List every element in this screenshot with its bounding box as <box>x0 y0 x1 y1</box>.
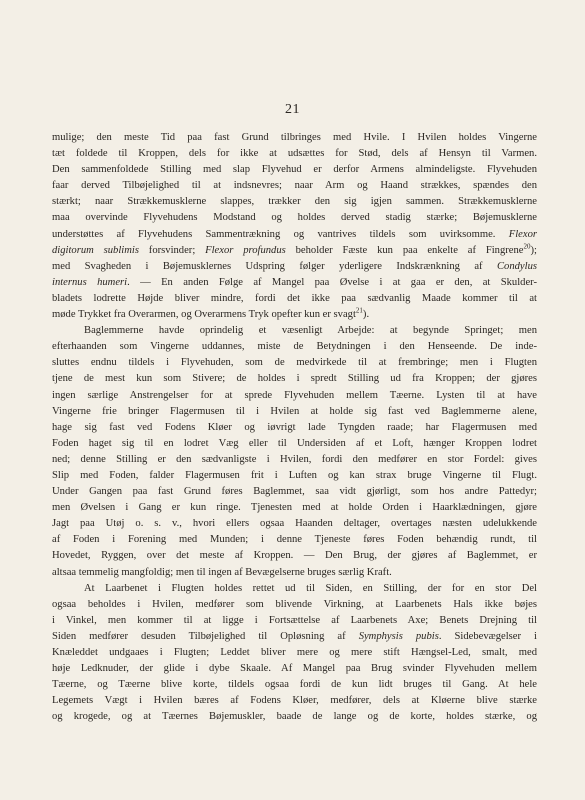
text-line <box>52 404 537 420</box>
text-run: ); <box>530 244 537 256</box>
text-line <box>52 645 537 661</box>
italic-term: Flexor profundus <box>205 244 286 256</box>
text-line <box>52 677 537 693</box>
page-number: 21 <box>285 102 300 117</box>
text-line <box>52 146 537 162</box>
text-line <box>52 162 537 178</box>
text-run: i Vinkel, men kommer til at ligge i Fortsættelse af Laarbenets Axe; Benets Drejning til <box>52 614 537 626</box>
text-run: Under Gangen paa fast Grund føres Baglemmet, saa vidt gjørligt, som hos andre Pattedyr; <box>52 486 537 498</box>
text-run: mulige; den meste Tid paa fast Grund tilbringes med Hvile. I Hvilen holdes Vingerne <box>52 132 537 143</box>
text-line <box>52 581 537 597</box>
text-line <box>52 194 537 210</box>
text-line <box>52 468 537 484</box>
text-line <box>52 275 537 291</box>
text-line <box>52 371 537 387</box>
text-run: efterhaanden som Vingerne uddannes, miste de Betydningen i den Henseende. De inde- <box>52 341 537 353</box>
text-run: forsvinder; <box>138 244 206 256</box>
paragraph <box>52 323 537 581</box>
text-line <box>52 709 537 725</box>
italic-term: digitorum sublimis <box>52 244 139 256</box>
text-line <box>52 661 537 677</box>
text-run: Legemets Vægt i Hvilen bæres af Fodens Kløer, medfører, dels at Kløerne blive stærke <box>52 695 537 707</box>
italic-term: internus humeri <box>52 276 128 288</box>
text-line <box>52 613 537 629</box>
text-line <box>52 516 537 532</box>
text-run: stærkt; naar Strækkemusklerne slappes, trækker den sig igjen sammen. Strækkemusklerne <box>52 196 537 208</box>
text-run: beholder Fæste kun paa enkelte af Fingrene <box>285 244 524 256</box>
text-line <box>52 597 537 613</box>
text-run: af Foden i Forening med Munden; i denne Tjeneste føres Foden behændig rundt, til <box>52 534 537 546</box>
text-run: høje Ledknuder, der glide i dybe Skaale. Af Mangel paa Brug svinder Flyvehuden mellem <box>52 663 537 675</box>
text-line <box>52 210 537 226</box>
text-line <box>52 307 537 323</box>
text-run: . Sidebevægelser i <box>438 630 537 642</box>
text-run: bladets lodrette Højde bliver mindre, fordi det ikke paa sædvanlig Maade kommer til at <box>52 292 537 304</box>
text-line <box>52 291 537 307</box>
text-run: At Laarbenet i Flugten holdes rettet ud til Siden, en Stilling, der for en stor Del <box>84 582 537 594</box>
text-line <box>52 452 537 468</box>
text-run: ogsaa beholdes i Hvilen, medfører som blivende Virkning, at Laarbenets Hals ikke bøjes <box>52 598 537 610</box>
text-run: maa overvinde Flyvehudens Modstand og holdes derved stadig stærke; Bøjemusklerne <box>52 212 537 224</box>
italic-term: Symphysis pubis <box>358 630 439 642</box>
text-line <box>52 484 537 500</box>
text-run: understøttes af Flyvehudens Sammentrækning og vantrives tildels som uvirksomme. <box>52 228 509 240</box>
text-run: møde Trykket fra Overarmen, og Overarmens Tryk opefter kun er svagt <box>52 309 356 321</box>
text-line <box>52 532 537 548</box>
paragraph <box>52 581 537 726</box>
text-run: Jagt paa Utøj o. s. v., hvori ellers ogsaa Haanden deltager, overtages næsten udelukkende <box>52 518 537 530</box>
text-line <box>52 178 537 194</box>
text-line <box>52 355 537 371</box>
text-line <box>52 565 537 581</box>
text-run: Knæleddet undgaaes i Flugten; Leddet bliver mere og mere stift Hængsel-Led, smalt, med <box>52 647 537 658</box>
text-run: og krogede, og at Tæernes Bøjemuskler, baade de lange og de korte, holdes stærke, og <box>52 711 537 723</box>
text-run: Den sammenfoldede Stilling med slap Flyvehud er derfor Armens almindeligste. Flyvehuden <box>52 164 537 176</box>
text-run: ned; denne Stilling er den sædvanligste i Hvilen, fordi den medfører en stor Fordel: gives <box>52 453 537 465</box>
text-run: Baglemmerne havde oprindelig et væsenligt Arbejde: at begynde Springet; men <box>84 325 537 337</box>
text-line <box>52 388 537 404</box>
text-run: altsaa temmelig mangfoldig; men til ingen af Bevægelserne bruges særlig Kraft. <box>52 566 392 578</box>
text-run: tæt foldede til Kroppen, dels for ikke at udsættes for Stød, dels af Hensyn til Varmen. <box>52 148 537 160</box>
text-run: Slip med Foden, falder Flagermusen frit i Luften og kan strax bruge Vingerne til Flugt. <box>52 469 537 481</box>
text-run: Siden medfører desuden Tilbøjelighed til Opløsning af <box>52 630 359 642</box>
italic-term: Flexor <box>508 228 537 240</box>
text-run: med Svagheden i Bøjemusklernes Udspring følger yderligere Indskrænkning af <box>52 260 497 272</box>
text-run: men Øvelsen i Gang er kun ringe. Tjenesten med at holde Orden i Haarklædningen, gjøre <box>52 502 537 514</box>
text-line <box>52 436 537 452</box>
body-text <box>52 130 537 725</box>
text-run: hage sig fast ved Fodens Kløer og iøvrigt lade Tyngden raade; har Flagermusen med <box>52 421 537 433</box>
footnote-ref: 21 <box>355 306 363 315</box>
text-line <box>52 339 537 355</box>
text-run: faar derved Tilbøjelighed til at indsnevres; naar Arm og Haand strækkes, spændes den <box>52 180 537 192</box>
text-run: ). <box>362 309 370 321</box>
text-line <box>52 548 537 564</box>
text-run: sluttes endnu tildels i Flyvehuden, som de medvirkede til at frembringe; men i Flugten <box>52 357 537 369</box>
text-run: Hovedet, Ryggen, over det meste af Kroppen. — Den Brug, der gjøres af Baglemmet, er <box>52 550 537 562</box>
text-run: . — En anden Følge af Mangel paa Øvelse i at gaa er den, at Skulder- <box>127 276 537 288</box>
text-line <box>52 130 537 146</box>
text-line <box>52 227 537 243</box>
text-run: ingen særlige Anstrengelser for at sprede Flyvehuden mellem Tæerne. Lysten til at have <box>52 389 537 401</box>
footnote-ref: 20 <box>523 242 531 251</box>
text-line <box>52 500 537 516</box>
text-line <box>52 629 537 645</box>
text-run: Foden haget sig til en lodret Væg eller til Undersiden af et Loft, hænger Kroppen lodret <box>52 437 537 449</box>
text-line <box>52 243 537 259</box>
text-run: Tæerne, og Tæerne blive korte, tildels ogsaa fordi de kun lidt bruges til Gang. At hele <box>52 679 537 691</box>
paragraph <box>52 130 537 323</box>
italic-term: Condylus <box>496 260 537 272</box>
text-line <box>52 259 537 275</box>
text-line <box>52 693 537 709</box>
text-run: Vingerne frie bringer Flagermusen til i Hvilen at holde sig fast ved Baglemmerne alene, <box>52 405 537 417</box>
text-line <box>52 420 537 436</box>
text-run: tjene de mest kun som Stivere; de holdes i spredt Stilling ud fra Kroppen; der gjøres <box>52 373 537 385</box>
text-line <box>52 323 537 339</box>
